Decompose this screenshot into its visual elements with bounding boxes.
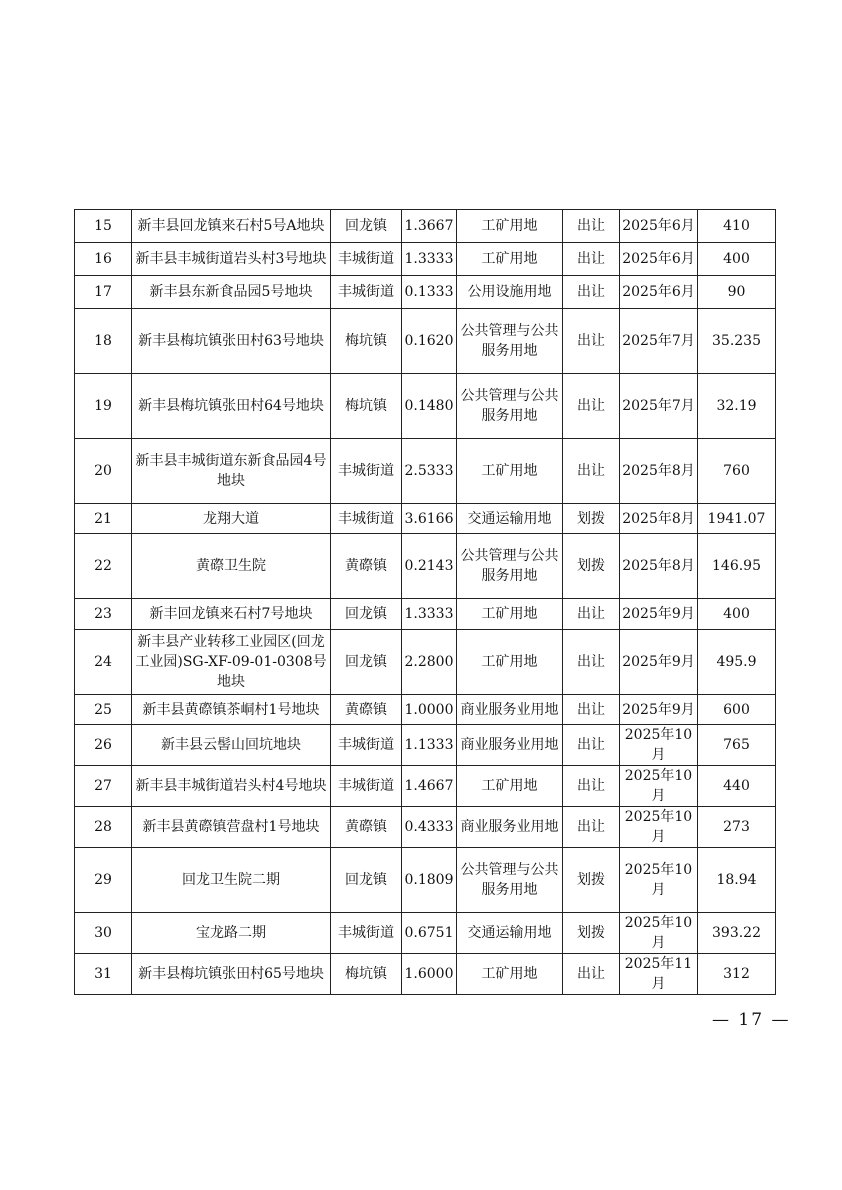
area-hectares: 0.4333 — [402, 807, 457, 848]
township: 丰城街道 — [331, 243, 402, 276]
supply-method: 出让 — [563, 725, 620, 766]
row-number: 19 — [75, 374, 132, 439]
township: 丰城街道 — [331, 504, 402, 534]
township: 丰城街道 — [331, 725, 402, 766]
land-supply-table — [74, 209, 776, 995]
township: 梅坑镇 — [331, 374, 402, 439]
supply-date: 2025年10月 — [620, 848, 698, 913]
land-use: 公共管理与公共服务用地 — [457, 848, 563, 913]
parcel-name: 新丰县丰城街道岩头村4号地块 — [132, 766, 331, 807]
parcel-name: 新丰县丰城街道岩头村3号地块 — [132, 243, 331, 276]
area-hectares: 1.3333 — [402, 599, 457, 630]
area-hectares: 1.4667 — [402, 766, 457, 807]
amount: 440 — [698, 766, 776, 807]
amount: 400 — [698, 599, 776, 630]
parcel-name: 新丰县丰城街道东新食品园4号地块 — [132, 439, 331, 504]
township: 黄磜镇 — [331, 807, 402, 848]
amount: 765 — [698, 725, 776, 766]
land-use: 交通运输用地 — [457, 504, 563, 534]
supply-method: 出让 — [563, 439, 620, 504]
land-use: 公共管理与公共服务用地 — [457, 534, 563, 599]
table-row — [75, 848, 776, 913]
parcel-name: 新丰县回龙镇来石村5号A地块 — [132, 210, 331, 243]
area-hectares: 0.1620 — [402, 309, 457, 374]
land-use: 公共管理与公共服务用地 — [457, 374, 563, 439]
supply-date: 2025年8月 — [620, 534, 698, 599]
table-row — [75, 599, 776, 630]
row-number: 28 — [75, 807, 132, 848]
land-use: 商业服务业用地 — [457, 725, 563, 766]
area-hectares: 0.1480 — [402, 374, 457, 439]
area-hectares: 0.2143 — [402, 534, 457, 599]
parcel-name: 新丰县东新食品园5号地块 — [132, 276, 331, 309]
amount: 495.9 — [698, 630, 776, 695]
supply-date: 2025年7月 — [620, 309, 698, 374]
parcel-name: 回龙卫生院二期 — [132, 848, 331, 913]
amount: 400 — [698, 243, 776, 276]
land-use: 商业服务业用地 — [457, 695, 563, 725]
area-hectares: 2.2800 — [402, 630, 457, 695]
supply-method: 出让 — [563, 243, 620, 276]
supply-method: 出让 — [563, 807, 620, 848]
table-body — [75, 210, 776, 995]
parcel-name: 新丰县梅坑镇张田村64号地块 — [132, 374, 331, 439]
parcel-name: 龙翔大道 — [132, 504, 331, 534]
land-use: 交通运输用地 — [457, 913, 563, 954]
parcel-name: 新丰县梅坑镇张田村63号地块 — [132, 309, 331, 374]
row-number: 22 — [75, 534, 132, 599]
township: 黄磜镇 — [331, 695, 402, 725]
township: 梅坑镇 — [331, 309, 402, 374]
table-row — [75, 630, 776, 695]
page-number: — 17 — — [712, 1010, 791, 1030]
supply-date: 2025年9月 — [620, 599, 698, 630]
township: 丰城街道 — [331, 766, 402, 807]
supply-method: 划拨 — [563, 504, 620, 534]
parcel-name: 宝龙路二期 — [132, 913, 331, 954]
area-hectares: 1.3667 — [402, 210, 457, 243]
land-use: 工矿用地 — [457, 243, 563, 276]
supply-date: 2025年9月 — [620, 630, 698, 695]
township: 回龙镇 — [331, 848, 402, 913]
area-hectares: 1.3333 — [402, 243, 457, 276]
table-row — [75, 439, 776, 504]
table-row — [75, 807, 776, 848]
supply-date: 2025年9月 — [620, 695, 698, 725]
table-row — [75, 695, 776, 725]
parcel-name: 黄磜卫生院 — [132, 534, 331, 599]
amount: 1941.07 — [698, 504, 776, 534]
amount: 600 — [698, 695, 776, 725]
supply-date: 2025年8月 — [620, 439, 698, 504]
area-hectares: 3.6166 — [402, 504, 457, 534]
land-use: 工矿用地 — [457, 954, 563, 995]
land-use: 商业服务业用地 — [457, 807, 563, 848]
supply-date: 2025年8月 — [620, 504, 698, 534]
township: 回龙镇 — [331, 599, 402, 630]
township: 丰城街道 — [331, 913, 402, 954]
area-hectares: 2.5333 — [402, 439, 457, 504]
parcel-name: 新丰县黄磜镇茶峒村1号地块 — [132, 695, 331, 725]
row-number: 27 — [75, 766, 132, 807]
land-use: 公用设施用地 — [457, 276, 563, 309]
table-row — [75, 309, 776, 374]
amount: 273 — [698, 807, 776, 848]
amount: 393.22 — [698, 913, 776, 954]
supply-date: 2025年10月 — [620, 766, 698, 807]
land-use: 工矿用地 — [457, 210, 563, 243]
area-hectares: 0.6751 — [402, 913, 457, 954]
supply-method: 出让 — [563, 766, 620, 807]
amount: 760 — [698, 439, 776, 504]
row-number: 17 — [75, 276, 132, 309]
parcel-name: 新丰县云髻山回坑地块 — [132, 725, 331, 766]
supply-method: 出让 — [563, 695, 620, 725]
supply-method: 出让 — [563, 954, 620, 995]
table-row — [75, 725, 776, 766]
land-use: 工矿用地 — [457, 630, 563, 695]
township: 回龙镇 — [331, 630, 402, 695]
amount: 32.19 — [698, 374, 776, 439]
supply-method: 划拨 — [563, 534, 620, 599]
amount: 410 — [698, 210, 776, 243]
row-number: 18 — [75, 309, 132, 374]
row-number: 31 — [75, 954, 132, 995]
row-number: 26 — [75, 725, 132, 766]
area-hectares: 1.6000 — [402, 954, 457, 995]
supply-date: 2025年10月 — [620, 807, 698, 848]
supply-date: 2025年6月 — [620, 210, 698, 243]
area-hectares: 0.1333 — [402, 276, 457, 309]
amount: 35.235 — [698, 309, 776, 374]
row-number: 29 — [75, 848, 132, 913]
table-row — [75, 243, 776, 276]
supply-method: 出让 — [563, 309, 620, 374]
supply-method: 出让 — [563, 276, 620, 309]
supply-method: 出让 — [563, 374, 620, 439]
parcel-name: 新丰县产业转移工业园区(回龙工业园)SG-XF-09-01-0308号地块 — [132, 630, 331, 695]
supply-date: 2025年7月 — [620, 374, 698, 439]
table-row — [75, 374, 776, 439]
table-row — [75, 766, 776, 807]
supply-method: 划拨 — [563, 848, 620, 913]
area-hectares: 0.1809 — [402, 848, 457, 913]
amount: 146.95 — [698, 534, 776, 599]
area-hectares: 1.1333 — [402, 725, 457, 766]
supply-date: 2025年11月 — [620, 954, 698, 995]
row-number: 20 — [75, 439, 132, 504]
row-number: 21 — [75, 504, 132, 534]
area-hectares: 1.0000 — [402, 695, 457, 725]
township: 丰城街道 — [331, 439, 402, 504]
supply-date: 2025年6月 — [620, 276, 698, 309]
land-use: 公共管理与公共服务用地 — [457, 309, 563, 374]
supply-date: 2025年6月 — [620, 243, 698, 276]
row-number: 30 — [75, 913, 132, 954]
supply-method: 出让 — [563, 630, 620, 695]
row-number: 25 — [75, 695, 132, 725]
supply-method: 出让 — [563, 599, 620, 630]
parcel-name: 新丰县梅坑镇张田村65号地块 — [132, 954, 331, 995]
supply-method: 出让 — [563, 210, 620, 243]
row-number: 16 — [75, 243, 132, 276]
township: 黄磜镇 — [331, 534, 402, 599]
amount: 18.94 — [698, 848, 776, 913]
table-row — [75, 954, 776, 995]
parcel-name: 新丰回龙镇来石村7号地块 — [132, 599, 331, 630]
table-row — [75, 504, 776, 534]
land-use: 工矿用地 — [457, 766, 563, 807]
row-number: 24 — [75, 630, 132, 695]
supply-date: 2025年10月 — [620, 725, 698, 766]
land-use: 工矿用地 — [457, 599, 563, 630]
township: 丰城街道 — [331, 276, 402, 309]
table-row — [75, 276, 776, 309]
row-number: 15 — [75, 210, 132, 243]
table-row — [75, 210, 776, 243]
supply-method: 划拨 — [563, 913, 620, 954]
parcel-name: 新丰县黄磜镇营盘村1号地块 — [132, 807, 331, 848]
amount: 312 — [698, 954, 776, 995]
land-use: 工矿用地 — [457, 439, 563, 504]
supply-date: 2025年10月 — [620, 913, 698, 954]
township: 梅坑镇 — [331, 954, 402, 995]
row-number: 23 — [75, 599, 132, 630]
township: 回龙镇 — [331, 210, 402, 243]
table-row — [75, 913, 776, 954]
amount: 90 — [698, 276, 776, 309]
table-row — [75, 534, 776, 599]
